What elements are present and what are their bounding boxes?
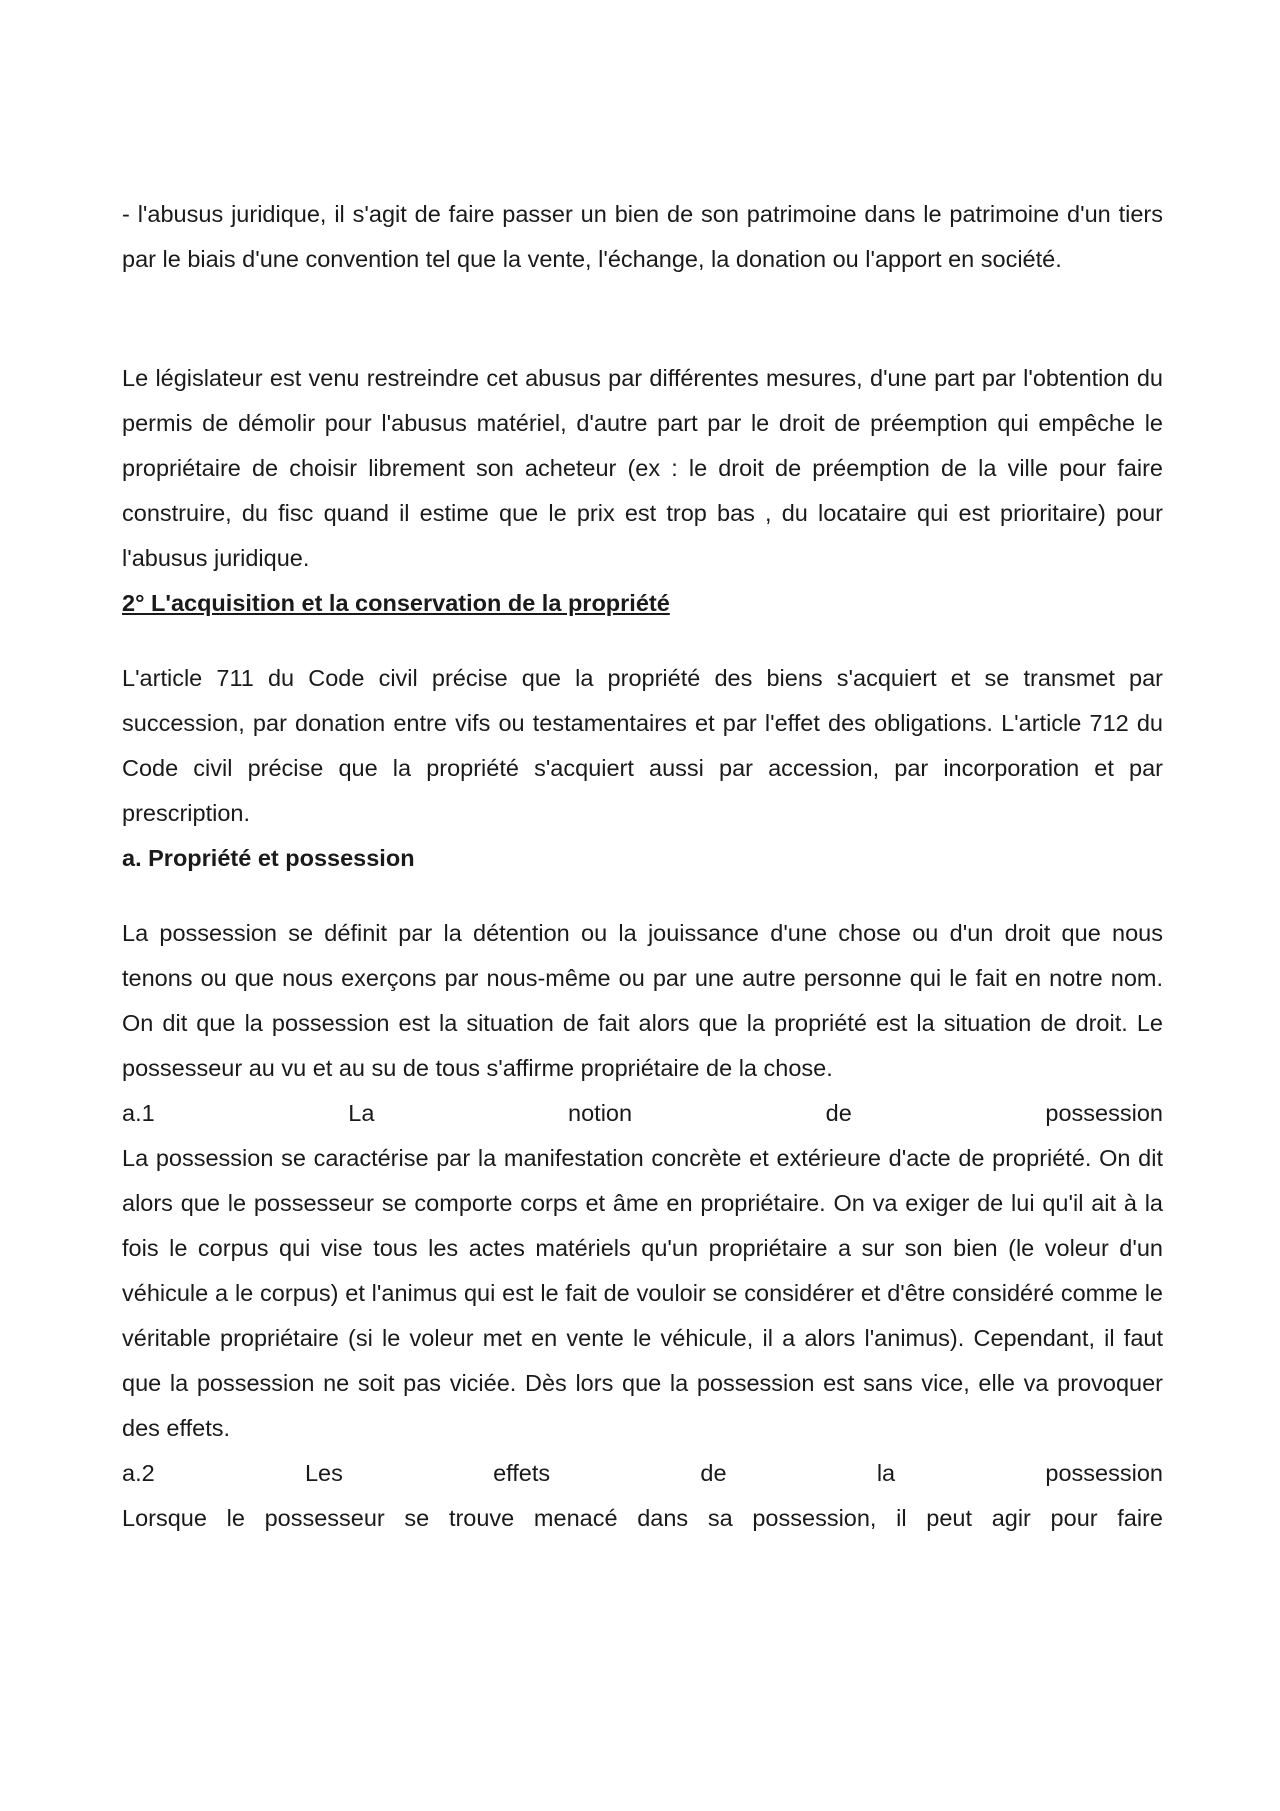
subheading-word: de — [825, 1100, 852, 1126]
subheading-word: possession — [1045, 1460, 1163, 1486]
subsection-heading-propriete-possession: a. Propriété et possession — [122, 845, 415, 871]
subheading-word: possession — [1045, 1100, 1163, 1126]
paragraph-article-711: L'article 711 du Code civil précise que la propriété des biens s'acquiert et se transmet par succession, par donation entre vifs ou testamentaires et par l'effet des obligations. L'article 712 du Code civil précise que la propriété s'acquiert aussi par accession, par incorporation et par prescription. — [122, 665, 1163, 826]
paragraph-abusus-juridique: - l'abusus juridique, il s'agit de faire passer un bien de son patrimoine dans le patrimoine d'un tiers par le biais d'une convention tel que la vente, l'échange, la donation ou l'apport en société. — [122, 201, 1163, 272]
subheading-notion-possession — [122, 1091, 1163, 1136]
paragraph-effets-possession — [122, 1496, 1163, 1541]
paragraph-definition-possession: La possession se définit par la détention ou la jouissance d'une chose ou d'un droit que nous tenons ou que nous exerçons par nous-même ou par une autre personne qui le fait en notre nom. On dit que la possession est la situation de fait alors que la propriété est la situation de droit. Le possesseur au vu et au su de tous s'affirme propriétaire de la chose. — [122, 920, 1163, 1081]
paragraph-restriction-abusus: Le législateur est venu restreindre cet abusus par différentes mesures, d'une part par l'obtention du permis de démolir pour l'abusus matériel, d'autre part par le droit de préemption qui empêche le propriétaire de choisir librement son acheteur (ex : le droit de préemption de la ville pour faire construire, du fisc quand il estime que le prix est trop bas , du locataire qui est prioritaire) pour l'abusus juridique. — [122, 365, 1163, 571]
subheading-word: effets — [493, 1460, 551, 1486]
subheading-word: a.1 — [122, 1100, 155, 1126]
document-body — [122, 192, 1163, 1541]
subheading-word: La — [348, 1100, 375, 1126]
subheading-word: a.2 — [122, 1460, 155, 1486]
subheading-effets-possession — [122, 1451, 1163, 1496]
subheading-word: de — [700, 1460, 727, 1486]
paragraph-notion-possession: La possession se caractérise par la manifestation concrète et extérieure d'acte de propriété. On dit alors que le possesseur se comporte corps et âme en propriétaire. On va exiger de lui qu'il ait à la fois le corpus qui vise tous les actes matériels qu'un propriétaire a sur son bien (le voleur d'un véhicule a le corpus) et l'animus qui est le fait de vouloir se considérer et d'être considéré comme le véritable propriétaire (si le voleur met en vente le véhicule, il a alors l'animus). Cependant, il faut que la possession ne soit pas viciée. Dès lors que la possession est sans vice, elle va provoquer des effets. — [122, 1145, 1163, 1441]
subheading-word: notion — [568, 1100, 633, 1126]
section-heading-acquisition: 2° L'acquisition et la conservation de la propriété — [122, 590, 670, 616]
paragraph-text: Lorsque le possesseur se trouve menacé dans sa possession, il peut agir pour faire — [122, 1505, 1163, 1531]
subheading-word: la — [876, 1460, 896, 1486]
subheading-word: Les — [304, 1460, 343, 1486]
